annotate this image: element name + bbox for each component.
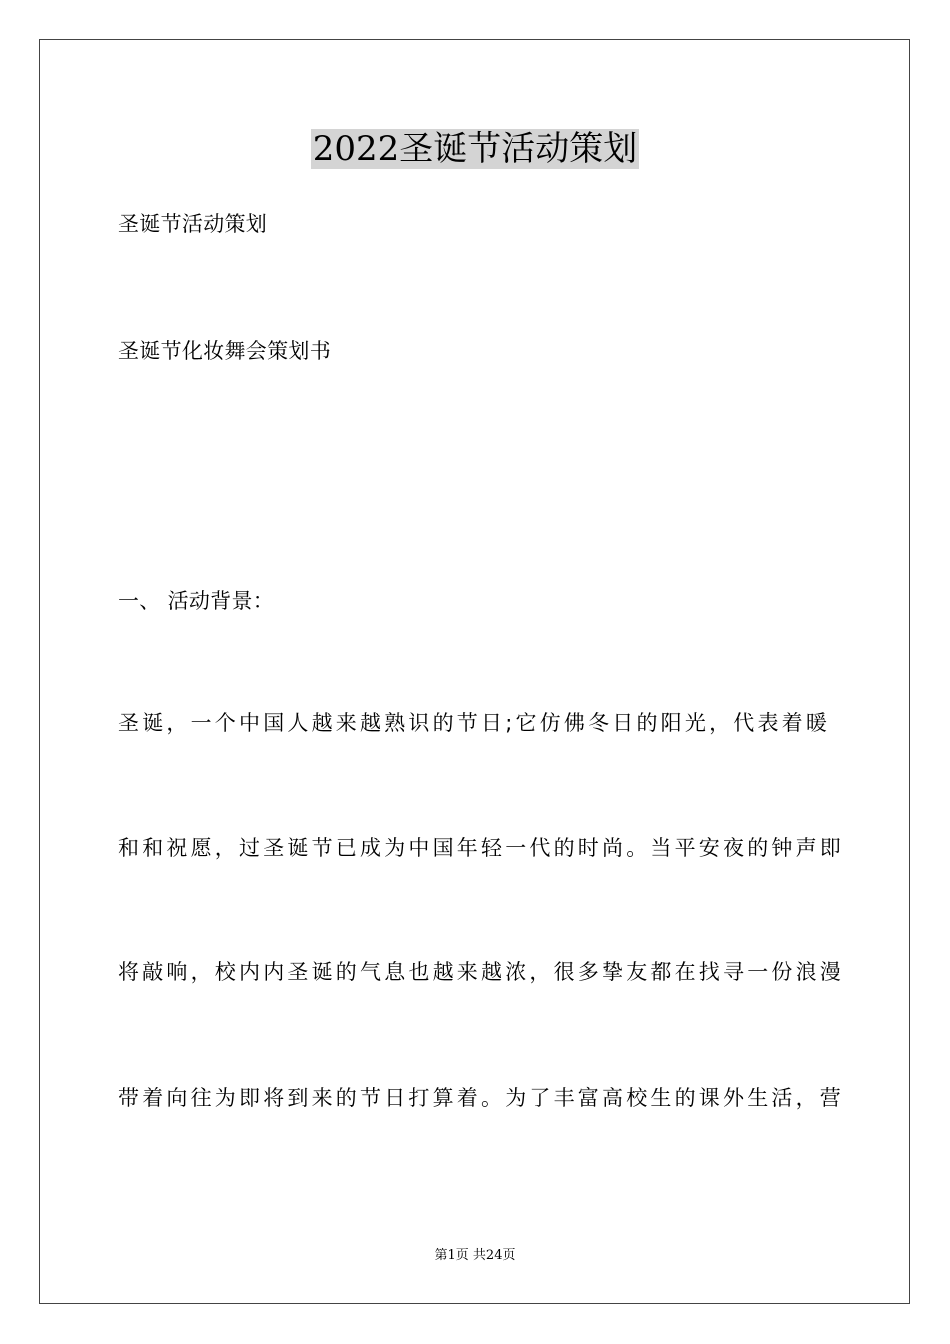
section-heading-background: 一、 活动背景： bbox=[118, 589, 275, 613]
paragraph-line: 带着向往为即将到来的节日打算着。为了丰富高校生的课外生活，营 bbox=[118, 1086, 844, 1110]
document-title-text: 2022圣诞节活动策划 bbox=[312, 129, 638, 169]
paragraph-line: 将敲响，校内内圣诞的气息也越来越浓，很多挚友都在找寻一份浪漫 bbox=[118, 960, 844, 984]
body-line-heading: 圣诞节化妆舞会策划书 bbox=[118, 339, 331, 363]
page-footer: 第1页 共24页 bbox=[434, 1248, 516, 1263]
paragraph-line: 圣诞，一个中国人越来越熟识的节日;它仿佛冬日的阳光，代表着暖 bbox=[118, 711, 831, 735]
paragraph-line: 和和祝愿，过圣诞节已成为中国年轻一代的时尚。当平安夜的钟声即 bbox=[118, 836, 844, 860]
body-line-subtitle: 圣诞节活动策划 bbox=[118, 212, 268, 236]
document-title bbox=[0, 127, 950, 171]
